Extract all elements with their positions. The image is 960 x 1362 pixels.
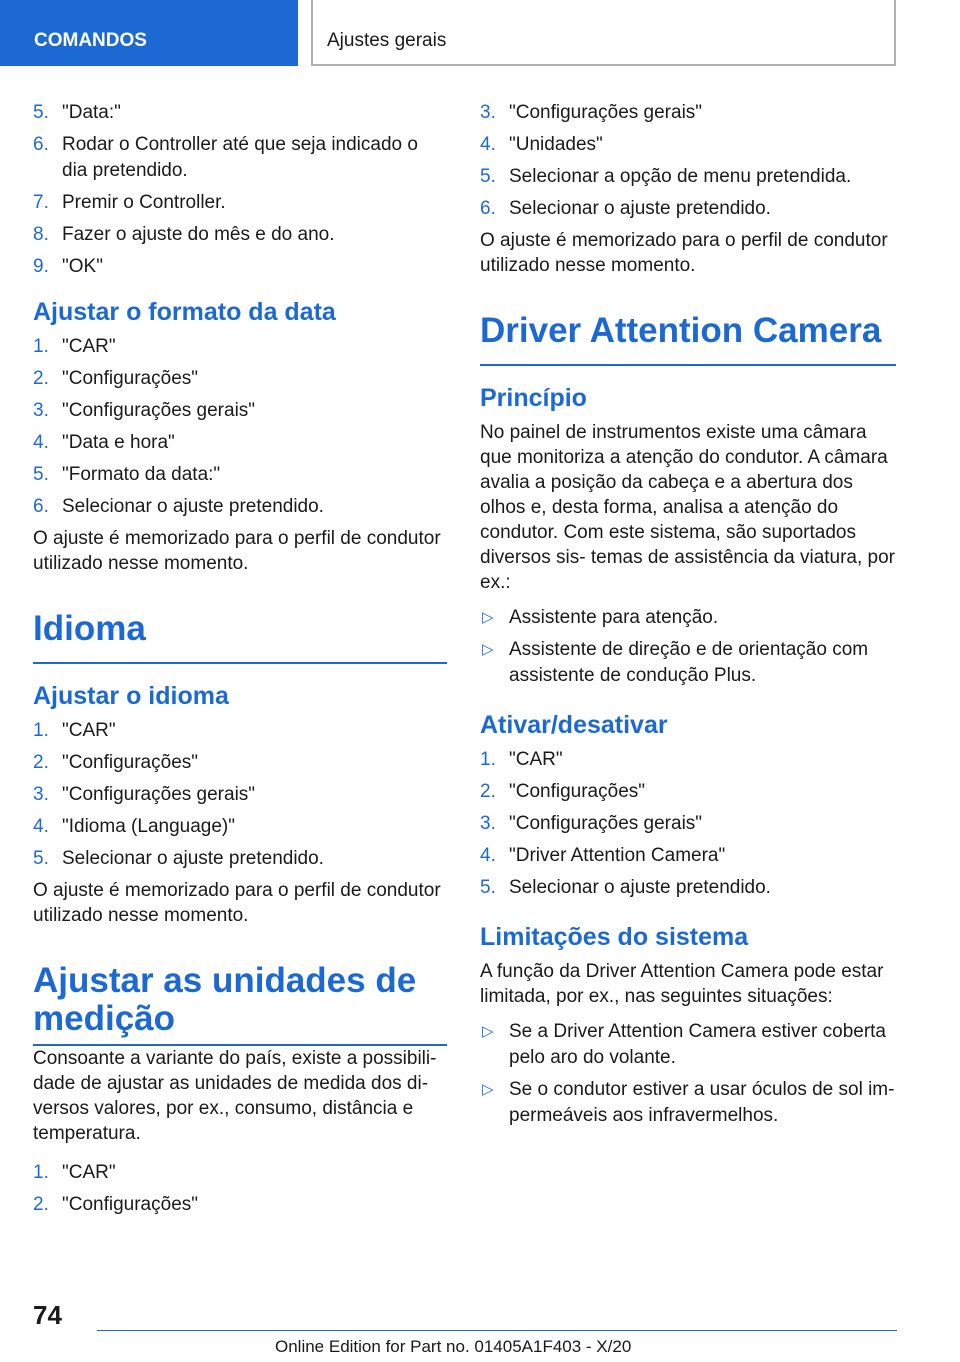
language-steps-list [33,718,447,872]
page-number: 74 [33,1300,62,1330]
units-note: O ajuste é memorizado para o perfil de condutor utilizado nesse momento. [480,230,888,276]
triangle-bullet-icon: ▷ [482,609,494,626]
list-item: 2. "Configurações" [480,781,646,802]
list-item: 1. "CAR" [480,749,563,770]
activate-heading: Ativar/desativar [480,711,668,739]
list-item: 5. Selecionar o ajuste pretendido. [480,877,771,898]
date-format-note: O ajuste é memorizado para o perfil de condutor utilizado nesse momento. [33,528,441,574]
limits-text: A função da Driver Attention Camera pode estar limitada, por ex., nas seguintes situações: [480,961,884,1007]
list-item: 7. Premir o Controller. [33,192,226,213]
footer-divider [97,1330,897,1331]
footer-edition-text: Online Edition for Part no. 01405A1F403 - X/20 [275,1337,632,1356]
list-item: 3. "Configurações gerais" [480,813,703,834]
date-format-steps-list [33,334,447,520]
activate-steps-list [480,747,896,901]
left-column [33,100,447,1224]
list-item: 5. "Data:" [33,102,121,123]
units-intro: Consoante a variante do país, existe a possibili- dade de ajustar as unidades de medida dos di- versos valores, por ex., consumo, distância e temperatura. [33,1048,437,1144]
list-item: 2. "Configurações" [33,1194,199,1215]
right-column [480,100,896,1135]
header-chapter-title: Ajustes gerais [311,0,896,66]
date-steps-list [33,100,447,280]
list-item: 5. "Formato da data:" [33,464,221,485]
triangle-bullet-icon: ▷ [482,1023,494,1040]
list-item: 1. "CAR" [33,720,116,741]
date-format-heading: Ajustar o formato da data [33,298,336,326]
principle-heading: Princípio [480,384,587,412]
list-item: 6. Rodar o Controller até que seja indicado o dia pretendido. [33,134,418,181]
list-item: ▷ Assistente de direção e de orientação com assistente de condução Plus. [482,639,869,686]
list-item: 3. "Configurações gerais" [480,102,703,123]
units-section-title: Ajustar as unidades de medição [33,962,447,1046]
list-item: 9. "OK" [33,256,103,277]
list-item: ▷ Se a Driver Attention Camera estiver coberta pelo aro do volante. [482,1021,887,1068]
list-item: ▷ Assistente para atenção. [480,605,896,631]
list-item: 6. Selecionar o ajuste pretendido. [33,496,324,517]
list-item: 3. "Configurações gerais" [33,784,256,805]
list-item: 2. "Configurações" [33,752,199,773]
list-item: 1. "CAR" [33,1162,116,1183]
limits-bullets [480,1019,896,1129]
triangle-bullet-icon: ▷ [482,641,494,658]
list-item: 8. Fazer o ajuste do mês e do ano. [33,224,335,245]
language-section-title: Idioma [33,610,447,664]
limits-heading: Limitações do sistema [480,923,749,951]
dac-section-title: Driver Attention Camera [480,312,896,366]
principle-bullets [480,605,896,689]
list-item: 2. "Configurações" [33,368,199,389]
list-item: 6. Selecionar o ajuste pretendido. [480,198,771,219]
list-item: 4. "Unidades" [480,134,603,155]
principle-text: No painel de instrumentos existe uma câmara que monitoriza a atenção do condutor. A câmara avalia a posição da cabeça e a abertura dos olhos e, desta forma, analisa a atenção do condutor. Com este sistema, são suportados diversos sis- temas de assistência da viatura, por ex.: [480,422,896,593]
list-item: 5. Selecionar a opção de menu pretendida. [480,166,852,187]
list-item: 4. "Idioma (Language)" [33,816,235,837]
language-note: O ajuste é memorizado para o perfil de condutor utilizado nesse momento. [33,880,441,926]
list-item: 1. "CAR" [33,336,116,357]
list-item: 4. "Driver Attention Camera" [480,845,726,866]
list-item: 5. Selecionar o ajuste pretendido. [33,848,324,869]
units-steps-list [33,1160,447,1218]
units-steps-continued-list [480,100,896,222]
language-heading: Ajustar o idioma [33,682,229,710]
header-section-tab: COMANDOS [0,0,298,66]
list-item: ▷ Se o condutor estiver a usar óculos de sol im- permeáveis aos infravermelhos. [482,1079,895,1126]
triangle-bullet-icon: ▷ [482,1081,494,1098]
list-item: 3. "Configurações gerais" [33,400,256,421]
list-item: 4. "Data e hora" [33,432,175,453]
